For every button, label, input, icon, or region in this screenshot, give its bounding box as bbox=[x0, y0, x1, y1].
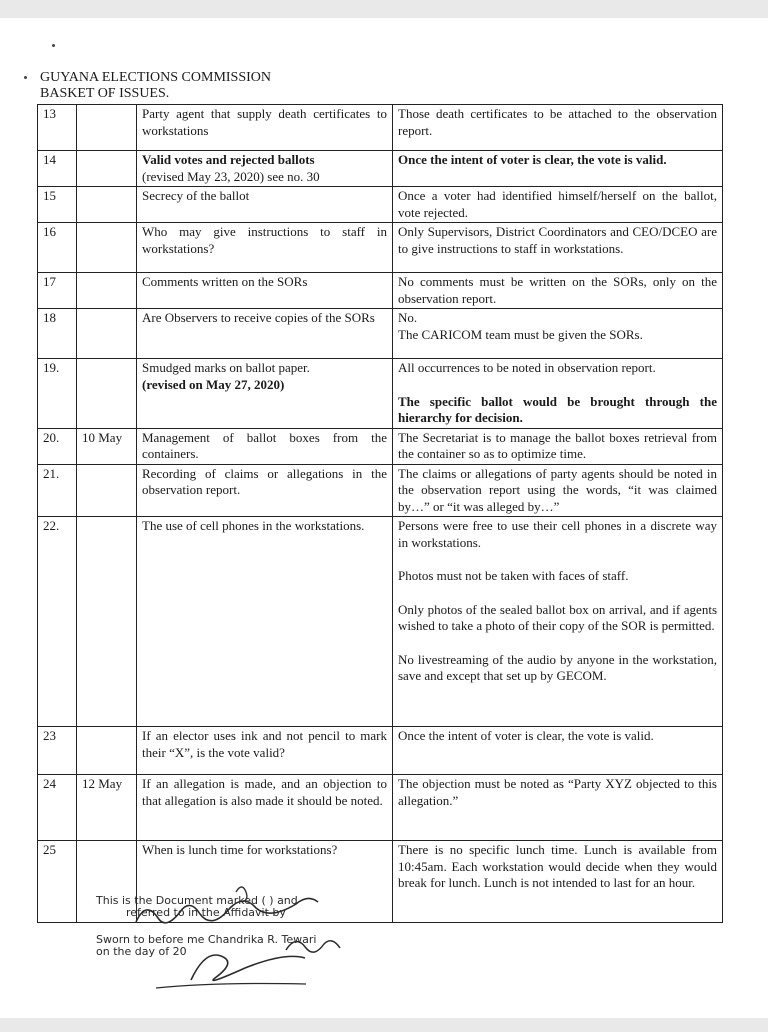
resolution-cell bbox=[393, 309, 723, 359]
resolution-text: All occurrences to be noted in observation report. bbox=[398, 360, 656, 375]
row-date bbox=[77, 359, 137, 429]
resolution-cell bbox=[393, 105, 723, 151]
row-number: 24 bbox=[38, 775, 77, 841]
resolution-cell bbox=[393, 187, 723, 223]
row-number: 20. bbox=[38, 428, 77, 464]
scan-speck bbox=[24, 76, 27, 79]
issue-text: When is lunch time for workstations? bbox=[142, 842, 338, 857]
row-date bbox=[77, 187, 137, 223]
issue-text: If an allegation is made, and an objection to that allegation is also made it should be noted. bbox=[142, 776, 387, 808]
resolution-cell bbox=[393, 517, 723, 727]
issue-cell bbox=[137, 517, 393, 727]
table-row bbox=[38, 428, 723, 464]
issues-table bbox=[37, 104, 723, 923]
row-number: 17 bbox=[38, 273, 77, 309]
organization-title: GUYANA ELECTIONS COMMISSION bbox=[40, 70, 272, 85]
row-number: 23 bbox=[38, 727, 77, 775]
table-row bbox=[38, 151, 723, 187]
paragraph-gap bbox=[398, 635, 717, 652]
row-number: 14 bbox=[38, 151, 77, 187]
document-heading bbox=[40, 70, 271, 102]
issue-text: Secrecy of the ballot bbox=[142, 188, 250, 203]
resolution-text: The Secretariat is to manage the ballot boxes retrieval from the container so as to optimize time. bbox=[398, 429, 717, 461]
issue-text: Comments written on the SORs bbox=[142, 274, 308, 289]
issue-cell bbox=[137, 727, 393, 775]
issue-text: Smudged marks on ballot paper. bbox=[142, 360, 310, 375]
resolution-text: No livestreaming of the audio by anyone in the workstation, save and except that set up by GECOM. bbox=[398, 651, 717, 683]
row-date bbox=[77, 105, 137, 151]
paragraph-gap bbox=[398, 377, 717, 394]
resolution-cell bbox=[393, 727, 723, 775]
row-date bbox=[77, 464, 137, 517]
issue-cell bbox=[137, 273, 393, 309]
resolution-text: Only photos of the sealed ballot box on arrival, and if agents wished to take a photo of their copy of the SOR is permitted. bbox=[398, 601, 717, 633]
issue-cell bbox=[137, 223, 393, 273]
table-row bbox=[38, 273, 723, 309]
row-number: 16 bbox=[38, 223, 77, 273]
row-number: 25 bbox=[38, 841, 77, 923]
table-row bbox=[38, 517, 723, 727]
row-date: 12 May bbox=[77, 775, 137, 841]
resolution-cell bbox=[393, 273, 723, 309]
table-row bbox=[38, 223, 723, 273]
row-date bbox=[77, 517, 137, 727]
row-number: 22. bbox=[38, 517, 77, 727]
stamp-line-4: on the day of 20 bbox=[96, 945, 187, 958]
row-number: 19. bbox=[38, 359, 77, 429]
issue-text: The use of cell phones in the workstations. bbox=[142, 518, 365, 533]
row-date: 10 May bbox=[77, 428, 137, 464]
issue-text: (revised May 23, 2020) see no. 30 bbox=[142, 168, 320, 184]
row-date bbox=[77, 309, 137, 359]
table-row bbox=[38, 775, 723, 841]
issue-cell bbox=[137, 151, 393, 187]
document-title: BASKET OF ISSUES. bbox=[40, 86, 170, 101]
resolution-cell bbox=[393, 151, 723, 187]
resolution-text: No. bbox=[398, 310, 418, 325]
resolution-text: Persons were free to use their cell phones in a discrete way in workstations. bbox=[398, 518, 717, 550]
issue-text: Are Observers to receive copies of the SORs bbox=[142, 310, 375, 325]
table-row bbox=[38, 727, 723, 775]
resolution-text: Photos must not be taken with faces of staff. bbox=[398, 568, 629, 583]
table-row bbox=[38, 464, 723, 517]
resolution-text: No comments must be written on the SORs, only on the observation report. bbox=[398, 274, 717, 306]
issue-cell bbox=[137, 464, 393, 517]
issue-cell bbox=[137, 309, 393, 359]
row-number: 13 bbox=[38, 105, 77, 151]
row-number: 15 bbox=[38, 187, 77, 223]
issue-text: Who may give instructions to staff in workstations? bbox=[142, 224, 387, 256]
resolution-text: Those death certificates to be attached to the observation report. bbox=[398, 106, 717, 138]
paragraph-gap bbox=[398, 585, 717, 602]
issues-table-body bbox=[38, 105, 723, 923]
row-number: 21. bbox=[38, 464, 77, 517]
issue-text: Party agent that supply death certificates to workstations bbox=[142, 106, 387, 138]
table-row bbox=[38, 105, 723, 151]
resolution-cell bbox=[393, 464, 723, 517]
resolution-cell bbox=[393, 428, 723, 464]
issue-cell bbox=[137, 775, 393, 841]
table-row bbox=[38, 309, 723, 359]
resolution-cell bbox=[393, 775, 723, 841]
issue-text: If an elector uses ink and not pencil to mark their “X”, is the vote valid? bbox=[142, 728, 387, 760]
row-date bbox=[77, 151, 137, 187]
resolution-text: The specific ballot would be brought through the hierarchy for decision. bbox=[398, 393, 717, 425]
issue-text: Valid votes and rejected ballots bbox=[142, 152, 315, 167]
table-row bbox=[38, 359, 723, 429]
row-date bbox=[77, 727, 137, 775]
scan-speck bbox=[52, 44, 55, 47]
stamp-line-1: This is the Document marked ( ) and bbox=[96, 894, 298, 907]
paragraph-gap bbox=[398, 551, 717, 568]
resolution-text: Once the intent of voter is clear, the vote is valid. bbox=[398, 728, 654, 743]
resolution-text: The claims or allegations of party agents should be noted in the observation report using the words, “it was claimed by…” or “it was alleged by…” bbox=[398, 465, 717, 514]
issue-text: (revised on May 27, 2020) bbox=[142, 376, 285, 392]
row-date bbox=[77, 273, 137, 309]
issue-text: Recording of claims or allegations in the observation report. bbox=[142, 465, 387, 497]
stamp-line-2: referred to in the Affidavit by bbox=[126, 906, 286, 919]
resolution-text: Once the intent of voter is clear, the vote is valid. bbox=[398, 152, 667, 167]
issue-cell bbox=[137, 187, 393, 223]
affidavit-stamp bbox=[96, 880, 366, 990]
resolution-text: Once a voter had identified himself/herself on the ballot, vote rejected. bbox=[398, 188, 717, 220]
resolution-cell bbox=[393, 841, 723, 923]
resolution-cell bbox=[393, 223, 723, 273]
scan-bottom-edge bbox=[0, 1018, 768, 1032]
resolution-text: Only Supervisors, District Coordinators and CEO/DCEO are to give instructions to staff in workstations. bbox=[398, 224, 717, 256]
table-row bbox=[38, 187, 723, 223]
issue-cell bbox=[137, 428, 393, 464]
row-date bbox=[77, 223, 137, 273]
resolution-text: The CARICOM team must be given the SORs. bbox=[398, 326, 643, 342]
resolution-text: There is no specific lunch time. Lunch is available from 10:45am. Each workstation would decide when they would break for lunch. Lunch is not intended to last for an hour. bbox=[398, 842, 717, 890]
resolution-text: The objection must be noted as “Party XYZ objected to this allegation.” bbox=[398, 776, 717, 808]
issue-cell bbox=[137, 105, 393, 151]
row-number: 18 bbox=[38, 309, 77, 359]
stamp-line-3: Sworn to before me Chandrika R. Tewari bbox=[96, 933, 317, 946]
issue-text: Management of ballot boxes from the containers. bbox=[142, 429, 387, 461]
resolution-cell bbox=[393, 359, 723, 429]
issue-cell bbox=[137, 359, 393, 429]
scan-top-edge bbox=[0, 0, 768, 18]
